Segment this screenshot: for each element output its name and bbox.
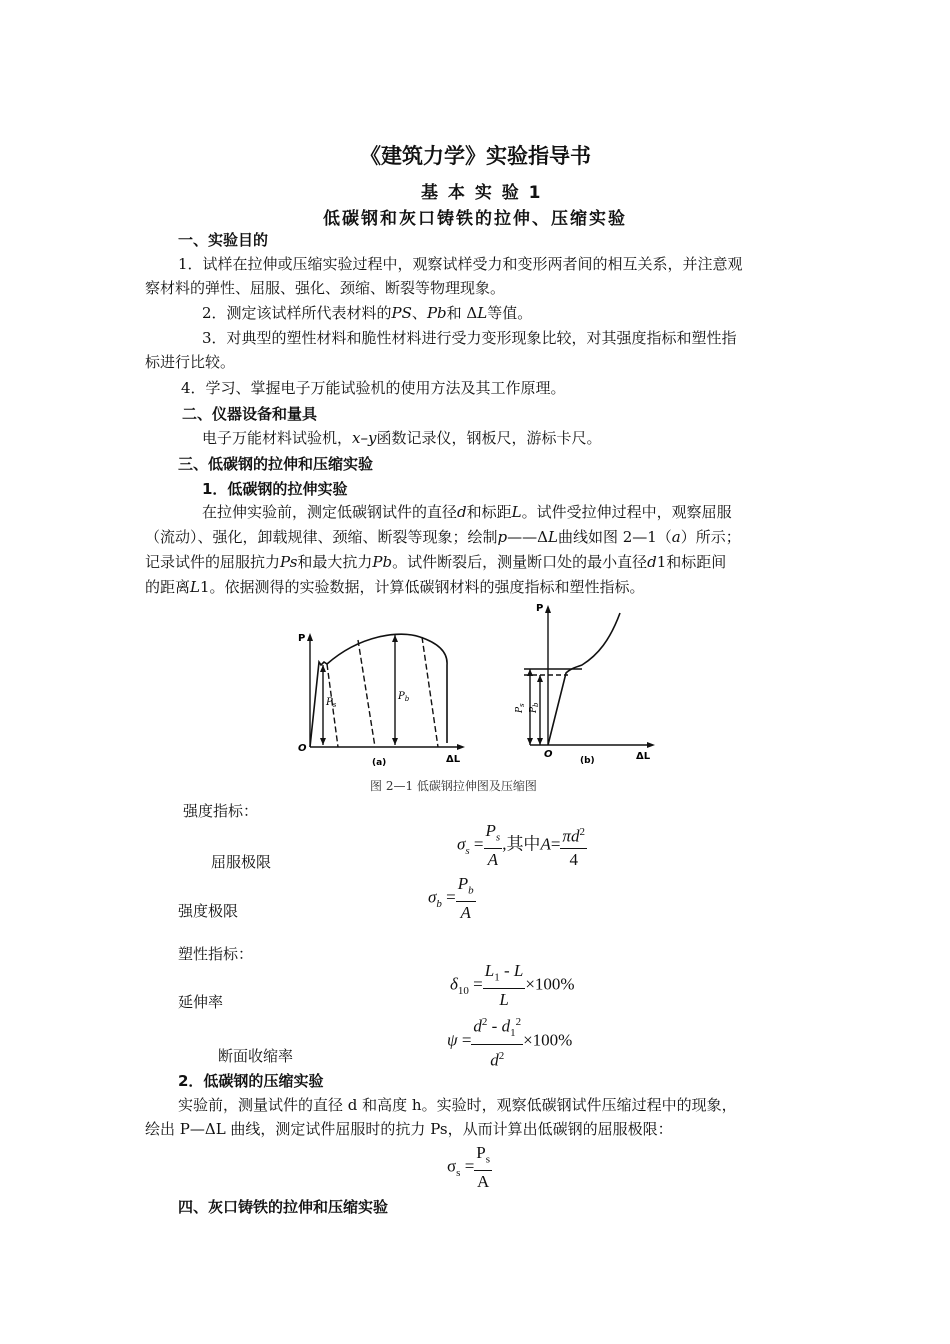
fig-b-ps-label: $P_s$ bbox=[515, 703, 526, 713]
item-1-line-1: 1．试样在拉伸或压缩实验过程中，观察试样受力和变形两者间的相互关系，并注意观 bbox=[178, 255, 743, 273]
equation-compression-yield: $\sigma_s$ = $\frac{P_s}{A}$ bbox=[447, 1143, 491, 1192]
document-title: 《建筑力学》实验指导书 bbox=[360, 144, 591, 168]
fig-a-p-label: P bbox=[298, 633, 306, 644]
section-1-heading: 一、实验目的 bbox=[178, 231, 269, 249]
fig-a-dl-label: ΔL bbox=[446, 754, 461, 765]
figure-caption: 图 2—1 低碳钢拉伸图及压缩图 bbox=[370, 779, 537, 793]
fig-b-pb-label: $P_b$ bbox=[529, 702, 540, 713]
strength-limit-label: 强度极限 bbox=[178, 902, 239, 920]
para-1-line-3: 记录试件的屈服抗力Ps和最大抗力Pb。试件断裂后，测量断口处的最小直径d1和标距间 bbox=[145, 553, 727, 571]
figure-a-tension-diagram bbox=[290, 625, 470, 770]
fig-a-tag: (a) bbox=[372, 758, 387, 768]
item-4: 4．学习、掌握电子万能试验机的使用方法及其工作原理。 bbox=[181, 379, 566, 397]
fig-b-p-label: P bbox=[536, 603, 544, 614]
experiment-title: 低碳钢和灰口铸铁的拉伸、压缩实验 bbox=[323, 209, 627, 229]
yield-limit-label: 屈服极限 bbox=[211, 853, 272, 871]
para-1-line-2: （流动）、强化，卸载规律、颈缩、断裂等现象；绘制p——ΔL曲线如图 2—1（a）所示； bbox=[145, 528, 741, 546]
item-3-line-2: 标进行比较。 bbox=[145, 353, 236, 371]
item-2: 2．测定该试样所代表材料的PS、Pb和 ΔL等值。 bbox=[202, 304, 533, 322]
elongation-label: 延伸率 bbox=[178, 993, 224, 1011]
subsection-1-heading: 1．低碳钢的拉伸实验 bbox=[202, 480, 348, 498]
fig-a-dl-arrow bbox=[457, 744, 465, 750]
equation-elongation: $\delta_{10}$ = $\frac{L_1 - L}{L}$ ×100% bbox=[450, 961, 575, 1010]
para-2-line-2: 绘出 P—ΔL 曲线，测定试件屈服时的抗力 Ps，从而计算出低碳钢的屈服极限： bbox=[145, 1120, 673, 1138]
para-1-line-1: 在拉伸实验前，测定低碳钢试件的直径d和标距L。试件受拉伸过程中，观察屈服 bbox=[202, 503, 732, 521]
fig-b-tag: (b) bbox=[580, 756, 595, 766]
section-4-heading: 四、灰口铸铁的拉伸和压缩实验 bbox=[178, 1198, 389, 1216]
equation-reduction: ψ = $\frac{d^2 - d_1^2}{d^2}$ ×100% bbox=[447, 1011, 572, 1072]
subsection-2-heading: 2．低碳钢的压缩实验 bbox=[178, 1072, 324, 1090]
fig-b-curve bbox=[548, 613, 620, 745]
fig-a-p-arrow bbox=[307, 633, 313, 641]
item-3-line-1: 3．对典型的塑性材料和脆性材料进行受力变形现象比较，对其强度指标和塑性指 bbox=[202, 329, 737, 347]
para-1-line-4: 的距离L1。依据测得的实验数据，计算低碳钢材料的强度指标和塑性指标。 bbox=[145, 578, 645, 596]
fig-a-curve bbox=[310, 634, 447, 747]
fig-a-o-label: O bbox=[298, 743, 307, 754]
strength-indicator-label: 强度指标： bbox=[183, 802, 259, 820]
reduction-label: 断面收缩率 bbox=[218, 1047, 294, 1065]
fig-a-unload-line-3 bbox=[422, 637, 438, 747]
section-3-heading: 三、低碳钢的拉伸和压缩实验 bbox=[178, 455, 374, 473]
equation-strength-limit: $\sigma_b$ = $\frac{P_b}{A}$ bbox=[428, 874, 474, 923]
equation-yield-limit: $\sigma_s$ = $\frac{P_s}{A}$ ,其中A= $\frac{\pi d^2}{4}$ bbox=[457, 821, 585, 870]
fig-b-dl-label: ΔL bbox=[636, 751, 651, 762]
fig-b-p-arrow bbox=[545, 605, 551, 613]
experiment-number: 基 本 实 验 1 bbox=[421, 183, 543, 203]
plastic-indicator-label: 塑性指标： bbox=[178, 945, 254, 963]
fig-b-dl-arrow bbox=[647, 742, 655, 748]
item-1-line-2: 察材料的弹性、屈服、强化、颈缩、断裂等物理现象。 bbox=[145, 279, 506, 297]
para-2-line-1: 实验前，测量试件的直径 d 和高度 h。实验时，观察低碳钢试件压缩过程中的现象， bbox=[178, 1096, 737, 1114]
fig-a-pb-label: $P_b$ bbox=[398, 691, 410, 703]
figure-b-compression-diagram bbox=[510, 595, 660, 770]
fig-a-ps-label: $P_s$ bbox=[326, 697, 337, 709]
fig-a-unload-line-2 bbox=[358, 640, 375, 747]
fig-b-o-label: O bbox=[544, 749, 553, 760]
section-2-heading: 二、仪器设备和量具 bbox=[182, 405, 318, 423]
equipment-text: 电子万能材料试验机，x–y函数记录仪，钢板尺，游标卡尺。 bbox=[202, 429, 602, 447]
